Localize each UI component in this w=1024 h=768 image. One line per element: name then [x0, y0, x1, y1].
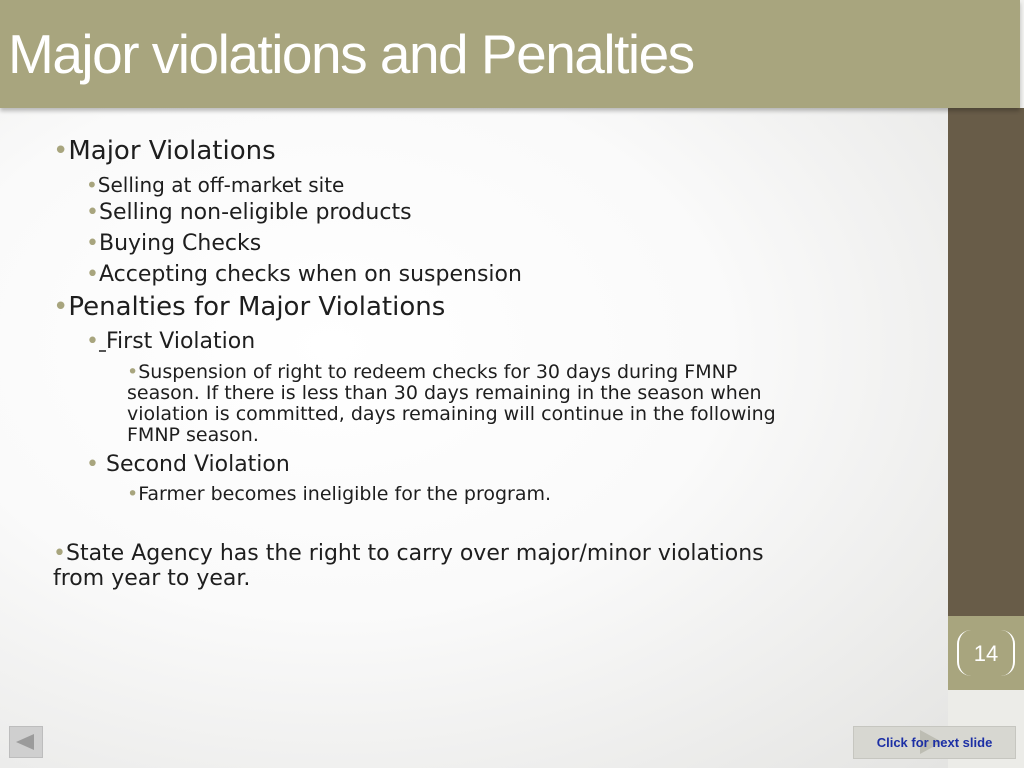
first-violation: • First Violation: [86, 329, 256, 354]
page-number: 14: [973, 641, 999, 666]
bullet-marker: •: [86, 173, 98, 197]
second-violation: • Second Violation: [86, 452, 290, 477]
state-agency-bullet: •State Agency has the right to carry over major/minor violations: [53, 541, 764, 566]
bullet-penalties: •Penalties for Major Violations: [53, 292, 446, 322]
bullet-marker: •: [127, 483, 139, 505]
bullet-marker: •: [53, 292, 69, 322]
slide-title: Major violations and Penalties: [8, 23, 694, 85]
next-slide-button[interactable]: [853, 726, 1016, 759]
title-bar: [0, 0, 1020, 108]
state-agency-continuation: from year to year.: [53, 566, 251, 591]
bullet-marker: •: [53, 136, 69, 166]
list-item: •Accepting checks when on suspension: [86, 262, 522, 287]
bullet-marker: •: [53, 541, 66, 566]
next-slide-label[interactable]: Click for next slide: [876, 735, 993, 750]
right-side-band: [948, 108, 1024, 616]
left-arrow-icon: [16, 734, 34, 750]
first-violation-detail-line: FMNP season.: [127, 424, 259, 446]
second-violation-detail: •Farmer becomes ineligible for the program.: [127, 483, 552, 505]
bullet-marker: •: [86, 231, 99, 256]
previous-slide-button[interactable]: [9, 726, 43, 758]
first-violation-detail-line: •Suspension of right to redeem checks for 30 days during FMNP: [127, 361, 738, 383]
first-violation-detail-line: violation is committed, days remaining will continue in the following: [127, 403, 776, 425]
bullet-major-violations: •Major Violations: [53, 136, 276, 166]
list-item: •Selling at off-market site: [86, 173, 345, 197]
bullet-marker: •: [86, 262, 99, 287]
page-number-box: [948, 616, 1024, 690]
list-item: •Buying Checks: [86, 231, 262, 256]
list-item: •Selling non-eligible products: [86, 200, 412, 225]
bullet-marker: •: [86, 200, 99, 225]
first-violation-detail-line: season. If there is less than 30 days remaining in the season when: [127, 382, 762, 404]
bullet-marker: •: [127, 361, 139, 383]
bullet-marker: •: [86, 452, 99, 477]
bullet-marker: •: [86, 329, 99, 354]
